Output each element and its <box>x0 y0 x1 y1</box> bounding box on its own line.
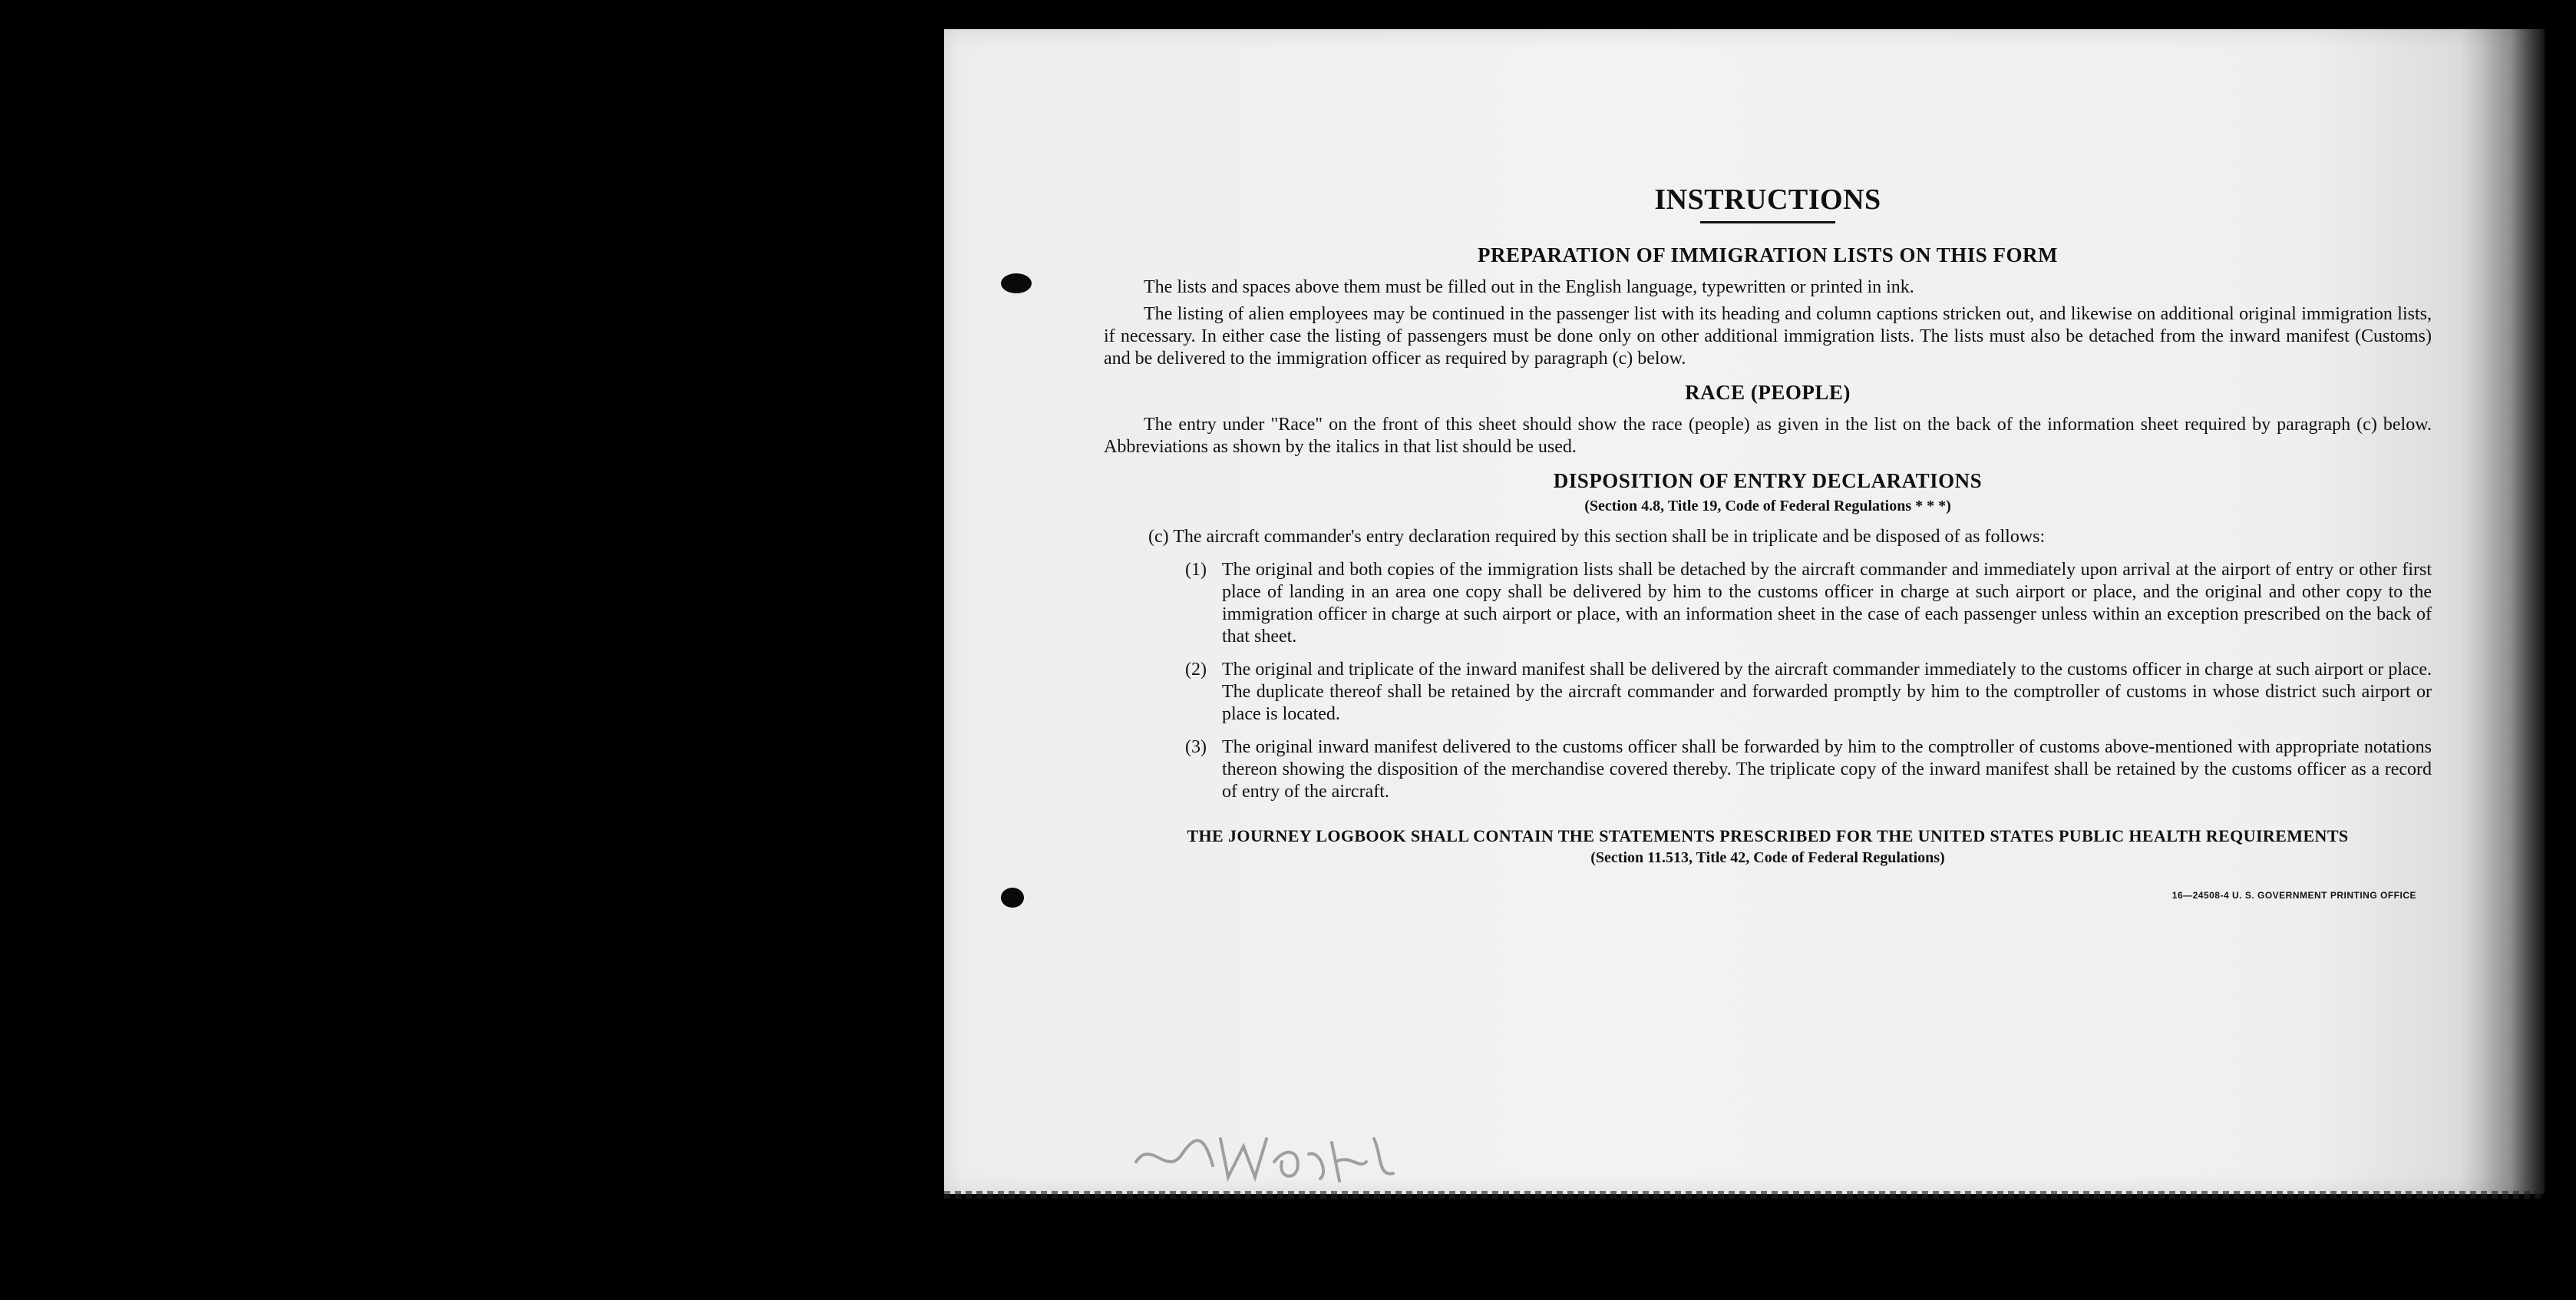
footer-citation: (Section 11.513, Title 42, Code of Federal Regulations) <box>1590 849 1945 866</box>
paragraph-language: The lists and spaces above them must be filled out in the English language, typewritten or printed in ink. <box>1144 277 1914 297</box>
paragraph-c-text: The aircraft commander's entry declaration required by this section shall be in triplicate and be disposed of as follows: <box>1173 527 2046 547</box>
document-page <box>944 29 2545 1194</box>
instructions-content <box>1104 183 2432 901</box>
list-item-text: The original and both copies of the immigration lists shall be detached by the aircraft commander and immediately upon arrival at the airport of entry or other first place of landing in an area one copy shall be delivered by him to the customs officer in charge at such airport or place, and the original and other copy to the immigration officer in charge at such airport or place, with an information sheet in the case of each passenger unless within an exception prescribed on the back of that sheet. <box>1222 560 2432 647</box>
heading-disposition: DISPOSITION OF ENTRY DECLARATIONS <box>1553 469 1983 492</box>
disposition-citation: (Section 4.8, Title 19, Code of Federal Regulations * * *) <box>1584 498 1951 514</box>
title-underline <box>1700 221 1835 223</box>
punch-hole-bottom <box>1001 888 1024 908</box>
list-item-text: The original and triplicate of the inward manifest shall be delivered by the aircraft commander immediately to the customs officer in charge at such airport or place. The duplicate thereof shall be retained by the aircraft commander and forwarded promptly by him to the comptroller of customs in whose district such airport or place is located. <box>1222 660 2432 724</box>
paragraph-race: The entry under "Race" on the front of this sheet should show the race (people) as given in the list on the back of the information sheet required by paragraph (c) below. Abbreviations as shown by the italics in that list should be used. <box>1104 415 2432 457</box>
punch-hole-top <box>1001 273 1032 293</box>
paragraph-c-intro <box>1104 526 2432 548</box>
list-item-number: (2) <box>1185 660 1207 680</box>
paragraph-c-label: (c) <box>1148 527 1169 547</box>
list-item-number: (1) <box>1185 560 1207 580</box>
list-item-number: (3) <box>1185 737 1207 757</box>
heading-preparation: PREPARATION OF IMMIGRATION LISTS ON THIS FORM <box>1477 243 2059 266</box>
page-title: INSTRUCTIONS <box>1654 184 1881 216</box>
heading-race: RACE (PEOPLE) <box>1685 381 1851 404</box>
paragraph-alien-employees: The listing of alien employees may be continued in the passenger list with its heading and column captions stricken out, and likewise on additional original immigration lists, if necessary. In either case the listing of passengers must be done only on other additional immigration lists. The lists must also be detached from the inward manifest (Customs) and be delivered to the immigration officer as required by paragraph (c) below. <box>1104 304 2432 369</box>
handwritten-signature <box>1128 1108 1405 1192</box>
printer-imprint: 16—24508-4 U. S. GOVERNMENT PRINTING OFFICE <box>2171 890 2416 901</box>
list-item <box>1185 736 2432 803</box>
list-item <box>1185 559 2432 648</box>
list-item-text: The original inward manifest delivered to the customs officer shall be forwarded by him to the comptroller of customs above-mentioned with appropriate notations thereon showing the disposition of the merchandise covered thereby. The triplicate copy of the inward manifest shall be retained by the customs officer as a record of entry of the aircraft. <box>1222 737 2432 802</box>
page-edge-shadow <box>2460 29 2545 1194</box>
footer-statement: THE JOURNEY LOGBOOK SHALL CONTAIN THE STATEMENTS PRESCRIBED FOR THE UNITED STATES PUBLIC HEALTH REQUIREMENTS <box>1187 826 2349 845</box>
list-item <box>1185 659 2432 726</box>
